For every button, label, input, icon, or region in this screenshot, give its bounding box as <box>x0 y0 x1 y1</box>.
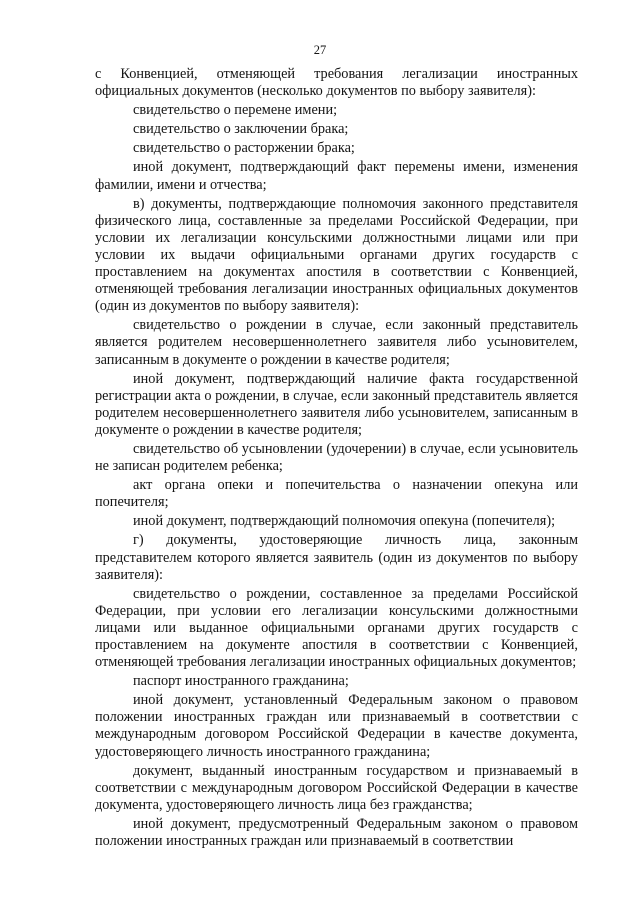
paragraph: свидетельство о расторжении брака; <box>133 140 355 157</box>
paragraph: иной документ, подтверждающий наличие факта государственной регистрации акта о рождении, в случае, если законный представитель является родителем несовершеннолетнего заявителя либо усыновителем, записанным в документе о рождении в качестве родителя; <box>95 370 578 438</box>
paragraph: иной документ, подтверждающий факт перемены имени, изменения фамилии, имени и отчества; <box>95 159 578 193</box>
paragraph: акт органа опеки и попечительства о назначении опекуна или попечителя; <box>95 477 578 511</box>
paragraph: документ, выданный иностранным государством и признаваемый в соответствии с международным договором Российской Федерации в качестве документа, удостоверяющего личность лица без гражданства; <box>95 762 578 813</box>
page-number: 27 <box>313 43 327 57</box>
paragraph: свидетельство о заключении брака; <box>133 121 349 138</box>
paragraph: свидетельство о рождении, составленное за пределами Российской Федерации, при условии его легализации консульскими должностными лицами или выданное официальными органами других государств с проставлением на документе апостиля в соответствии с Конвенцией, отменяющей требования легализации иностранных официальных документов; <box>95 585 578 671</box>
paragraph: с Конвенцией, отменяющей требования легализации иностранных официальных документов (несколько документов по выбору заявителя): <box>95 66 578 100</box>
paragraph: свидетельство о рождении в случае, если законный представитель является родителем несовершеннолетнего заявителя либо усыновителем, записанным в документе о рождении в качестве родителя; <box>95 317 578 368</box>
paragraph: иной документ, предусмотренный Федеральным законом о правовом положении иностранных граждан или признаваемый в соответствии <box>95 815 578 850</box>
paragraph: иной документ, подтверждающий полномочия опекуна (попечителя); <box>133 513 556 530</box>
document-body <box>95 66 578 850</box>
paragraph: г) документы, удостоверяющие личность лица, законным представителем которого является заявитель (один из документов по выбору заявителя): <box>95 532 578 583</box>
paragraph: свидетельство об усыновлении (удочерении) в случае, если усыновитель не записан родителем ребенка; <box>95 440 578 475</box>
paragraph: паспорт иностранного гражданина; <box>133 673 349 690</box>
paragraph: иной документ, установленный Федеральным законом о правовом положении иностранных граждан или признаваемый в соответствии с международным договором Российской Федерации в качестве документа, удостоверяющего личность иностранного гражданина; <box>95 692 578 760</box>
paragraph: свидетельство о перемене имени; <box>133 102 338 119</box>
paragraph: в) документы, подтверждающие полномочия законного представителя физического лица, составленные за пределами Российской Федерации, при условии их легализации консульскими должностными лицами или при условии их выдачи официальными органами других государств с проставлением на документах апостиля в соответствии с Конвенцией, отменяющей требования легализации иностранных официальных документов (один из документов по выбору заявителя): <box>95 195 578 315</box>
